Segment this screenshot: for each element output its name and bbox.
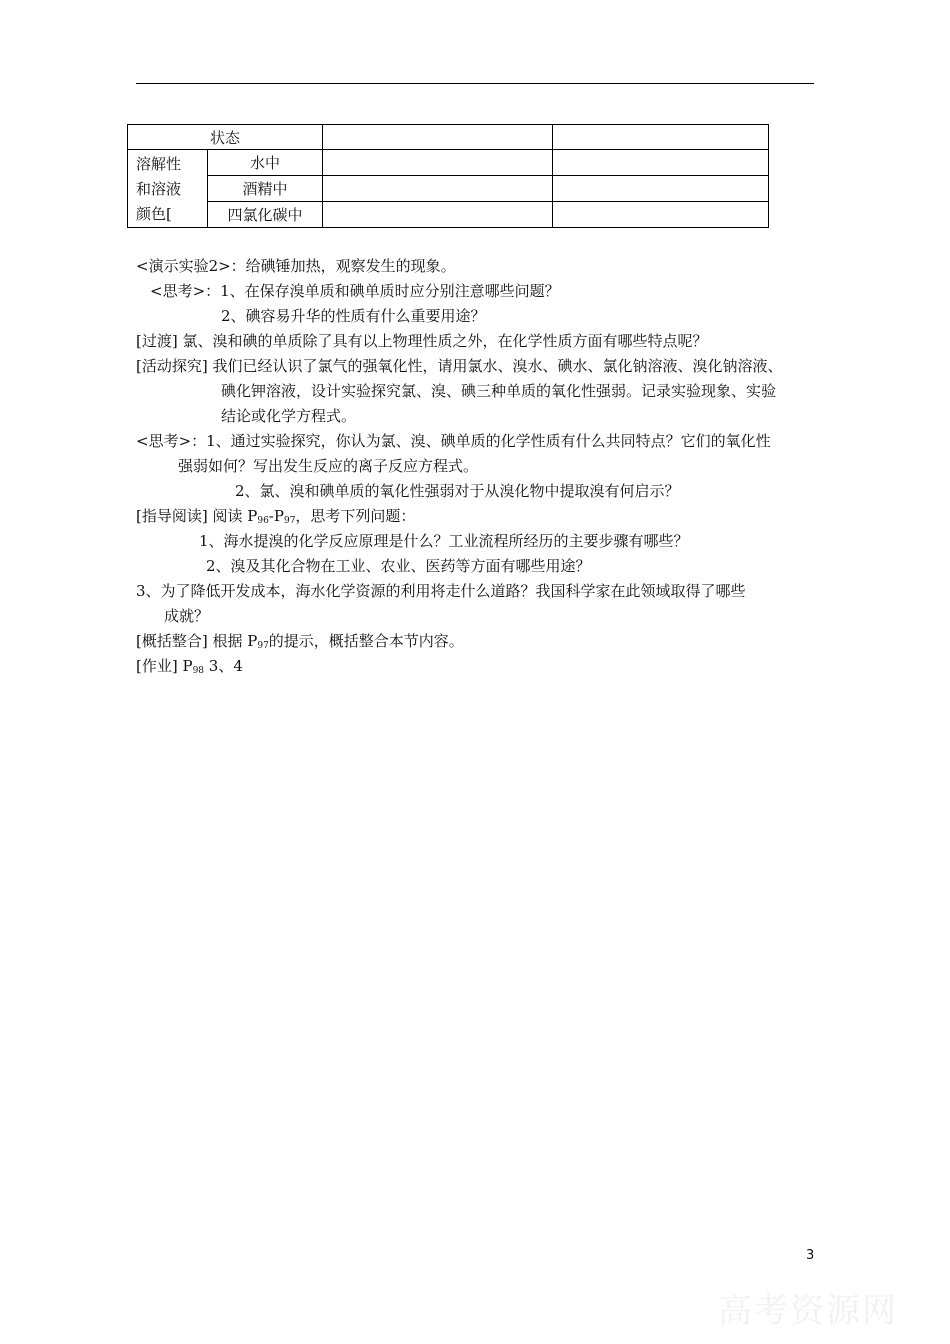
page-number: 3 (806, 1248, 815, 1263)
reading-question-2: 2、溴及其化合物在工业、农业、医药等方面有哪些用途？ (206, 557, 591, 575)
summary-line (136, 631, 464, 656)
table-row (128, 150, 769, 176)
table-cell-empty (553, 176, 769, 202)
thinking2-line-2: 强弱如何？写出发生反应的离子反应方程式。 (178, 457, 479, 475)
thinking2-line-3: 2、氯、溴和碘单质的氧化性强弱对于从溴化物中提取溴有何启示？ (235, 482, 680, 500)
header-rule (136, 83, 814, 84)
text-part: -P (268, 507, 284, 525)
page-subscript: 97 (283, 516, 296, 526)
table-cell-empty (553, 202, 769, 228)
transition-line: [过渡] 氯、溴和碘的单质除了具有以上物理性质之外，在化学性质方面有哪些特点呢？ (136, 332, 708, 350)
activity-line-3: 结论或化学方程式。 (221, 407, 357, 425)
table-row (128, 202, 769, 228)
sub-row-label-water: 水中 (208, 150, 323, 176)
table-cell-empty (323, 150, 553, 176)
row-group-label (128, 150, 208, 228)
sub-row-label-ccl4: 四氯化碳中 (208, 202, 323, 228)
watermark: 高考资源网 (718, 1291, 898, 1331)
activity-line-1: [活动探究] 我们已经认识了氯气的强氧化性，请用氯水、溴水、碘水、氯化钠溶液、溴化钠溶液、 (136, 357, 783, 375)
reading-question-1: 1、海水提溴的化学反应原理是什么？工业流程所经历的主要步骤有哪些？ (199, 532, 689, 550)
table-cell-empty (553, 125, 769, 150)
table-cell-empty (323, 202, 553, 228)
thinking-question-1: <思考>：1、在保存溴单质和碘单质时应分别注意哪些问题？ (150, 282, 560, 300)
page-subscript: 97 (257, 641, 269, 651)
group-label-line: 和溶液 (136, 180, 182, 198)
table-cell-empty (553, 150, 769, 176)
text-part: ，思考下列问题： (295, 507, 416, 525)
table-cell-empty (323, 125, 553, 150)
text-part: [概括整合] 根据 P (136, 632, 258, 650)
thinking2-line-1: <思考>：1、通过实验探究，你认为氯、溴、碘单质的化学性质有什么共同特点？它们的氧化性 (136, 432, 771, 450)
thinking-question-2: 2、碘容易升华的性质有什么重要用途？ (221, 307, 486, 325)
activity-line-2: 碘化钾溶液，设计实验探究氯、溴、碘三种单质的氧化性强弱。记录实验现象、实验 (221, 382, 777, 400)
properties-table (127, 124, 769, 228)
demo-experiment-line: <演示实验2>：给碘锤加热，观察发生的现象。 (136, 257, 456, 275)
table-cell-empty (323, 176, 553, 202)
text-part: 3、4 (204, 657, 243, 675)
text-part: [作业] P (136, 657, 193, 675)
group-label-line: 溶解性 (136, 155, 182, 173)
group-label-line: 颜色[ (136, 205, 172, 223)
table-row (128, 125, 769, 150)
text-part: [指导阅读] 阅读 P (136, 507, 258, 525)
table-row (128, 176, 769, 202)
reading-question-3: 3、为了降低开发成本，海水化学资源的利用将走什么道路？我国科学家在此领域取得了哪些 (136, 582, 746, 600)
sub-row-label-alcohol: 酒精中 (208, 176, 323, 202)
page-subscript: 96 (257, 516, 269, 526)
text-part: 的提示，概括整合本节内容。 (268, 632, 464, 650)
page-subscript: 98 (192, 666, 205, 676)
homework-line (136, 656, 243, 681)
guided-reading-line (136, 506, 415, 531)
reading-question-3-cont: 成就？ (164, 607, 210, 625)
row-label-state: 状态 (128, 125, 323, 150)
